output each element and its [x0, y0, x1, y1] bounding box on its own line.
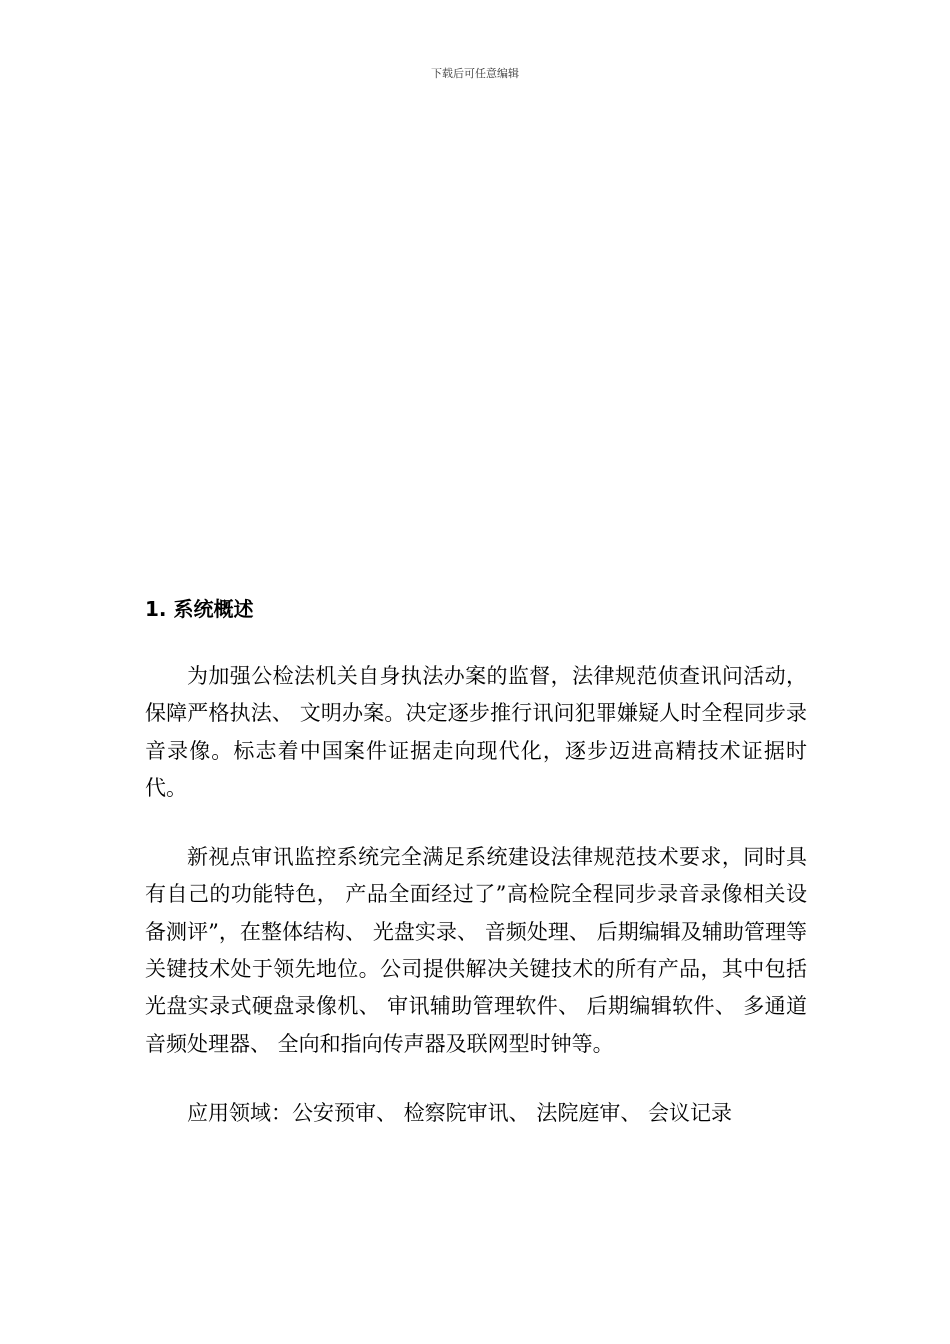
section-title: 1. 系统概述	[145, 597, 254, 621]
paragraph-overview: 为加强公检法机关自身执法办案的监督，法律规范侦查讯问活动，保障严格执法、 文明办案。决定逐步推行讯问犯罪嫌疑人时全程同步录音录像。标志着中国案件证据走向现代化，逐步迈进高精技术证据时代。	[145, 664, 807, 800]
paragraph-applications: 应用领域：公安预审、 检察院审讯、 法院庭审、 会议记录	[187, 1100, 733, 1125]
page-header: 下载后可任意编辑	[431, 67, 519, 80]
document-body	[145, 595, 807, 1132]
paragraph-product: 新视点审讯监控系统完全满足系统建设法律规范技术要求，同时具有自己的功能特色， 产品全面经过了”高检院全程同步录音录像相关设备测评”，在整体结构、 光盘实录、 音频处理、 后期编辑及辅助管理等关键技术处于领先地位。公司提供解决关键技术的所有产品，其中包括光盘实录式硬盘录像机、 审讯辅助管理软件、 后期编辑软件、 多通道音频处理器、 全向和指向传声器及联网型时钟等。	[145, 845, 807, 1056]
